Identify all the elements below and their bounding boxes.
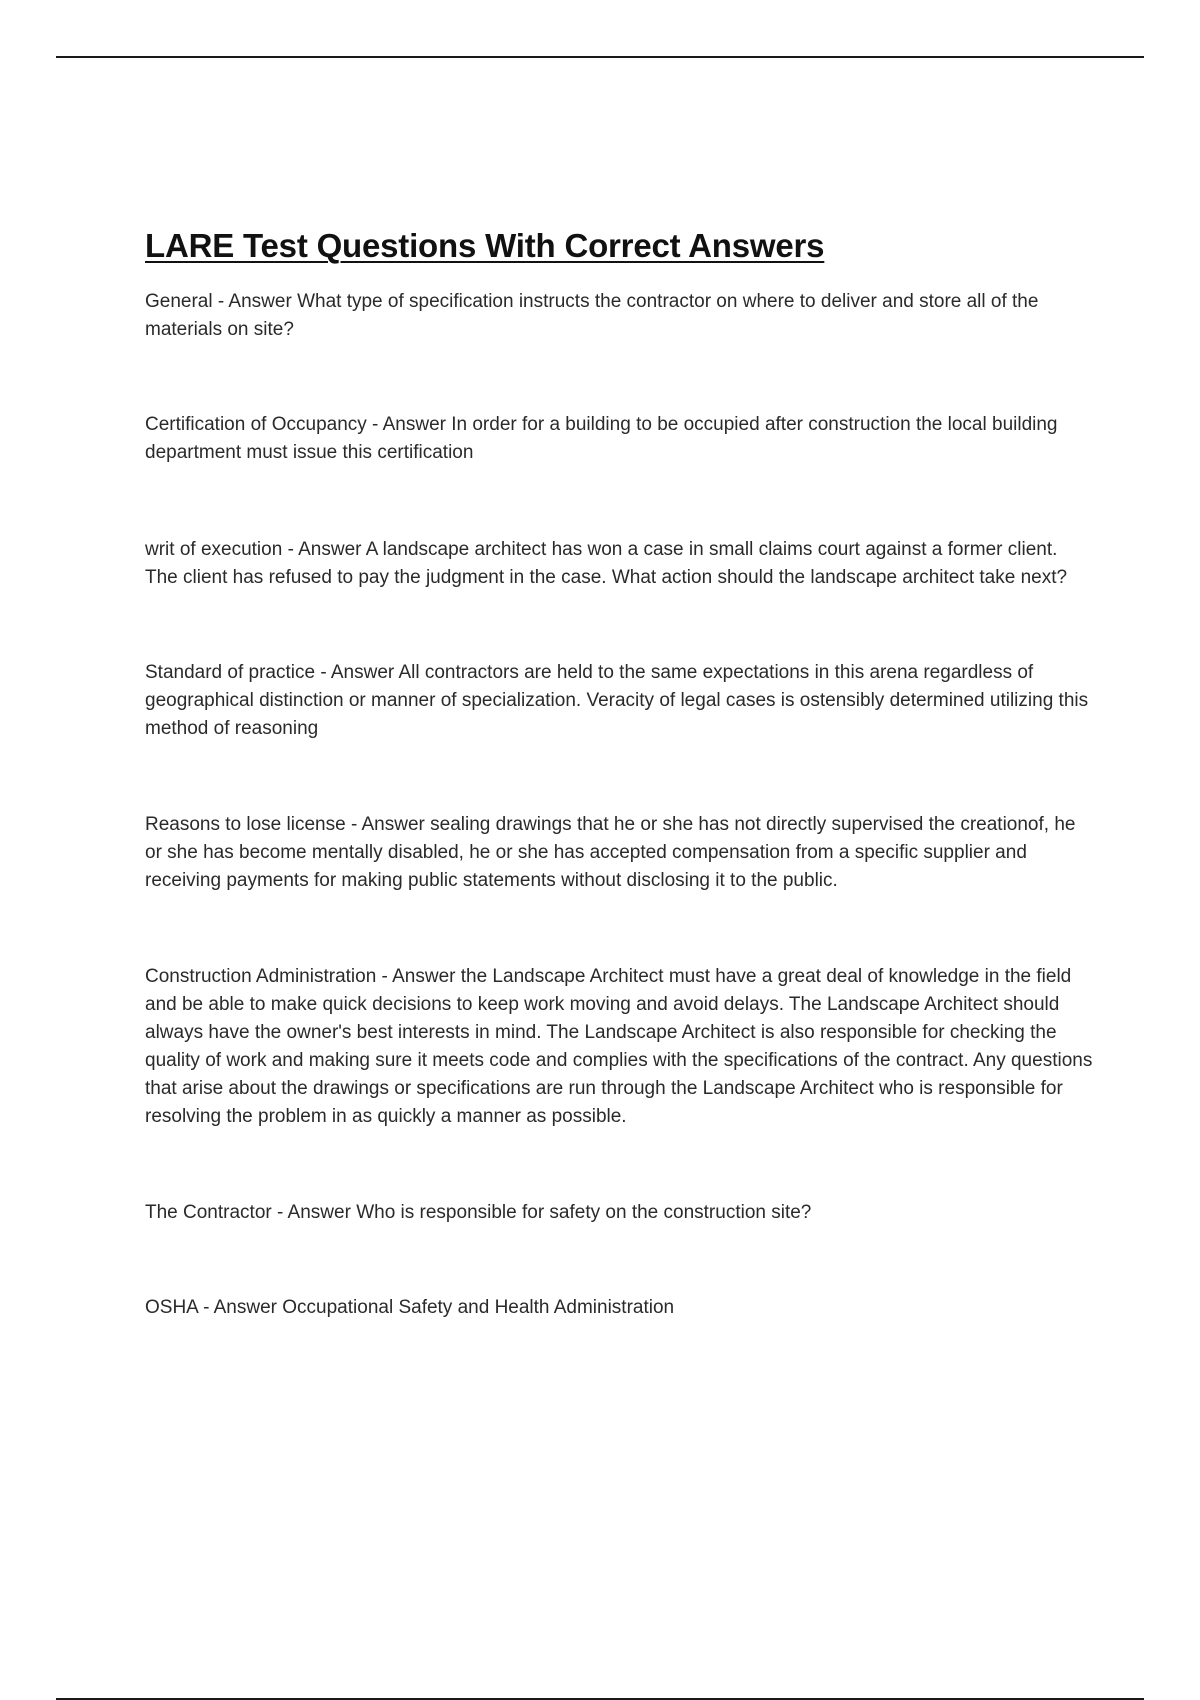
top-divider	[56, 56, 1144, 58]
qa-entry-certification-of-occupancy: Certification of Occupancy - Answer In order for a building to be occupied after construction the local building department must issue this certification	[145, 413, 1058, 463]
qa-entry-writ-of-execution: writ of execution - Answer A landscape architect has won a case in small claims court against a former client. The client has refused to pay the judgment in the case. What action should the landscape architect take next?	[145, 538, 1068, 588]
qa-entry-the-contractor: The Contractor - Answer Who is responsible for safety on the construction site?	[145, 1201, 812, 1223]
qa-entry-standard-of-practice: Standard of practice - Answer All contractors are held to the same expectations in this arena regardless of geographical distinction or manner of specialization. Veracity of legal cases is ostensibly determined utilizing this method of reasoning	[145, 661, 1089, 739]
qa-entry-construction-administration: Construction Administration - Answer the Landscape Architect must have a great deal of knowledge in the field and be able to make quick decisions to keep work moving and avoid delays. The Landscape Architect should always have the owner's best interests in mind. The Landscape Architect is also responsible for checking the quality of work and making sure it meets code and complies with the specifications of the contract. Any questions that arise about the drawings or specifications are run through the Landscape Architect who is responsible for resolving the problem in as quickly a manner as possible.	[145, 965, 1093, 1127]
document-body	[145, 226, 1095, 1322]
qa-entry-reasons-to-lose-license: Reasons to lose license - Answer sealing drawings that he or she has not directly supervised the creationof, he or she has become mentally disabled, he or she has accepted compensation from a specific supplier and receiving payments for making public statements without disclosing it to the public.	[145, 813, 1076, 891]
document-title: LARE Test Questions With Correct Answers	[145, 227, 825, 264]
qa-entry-osha: OSHA - Answer Occupational Safety and Health Administration	[145, 1296, 675, 1318]
qa-entry-general: General - Answer What type of specification instructs the contractor on where to deliver and store all of the materials on site?	[145, 290, 1039, 340]
